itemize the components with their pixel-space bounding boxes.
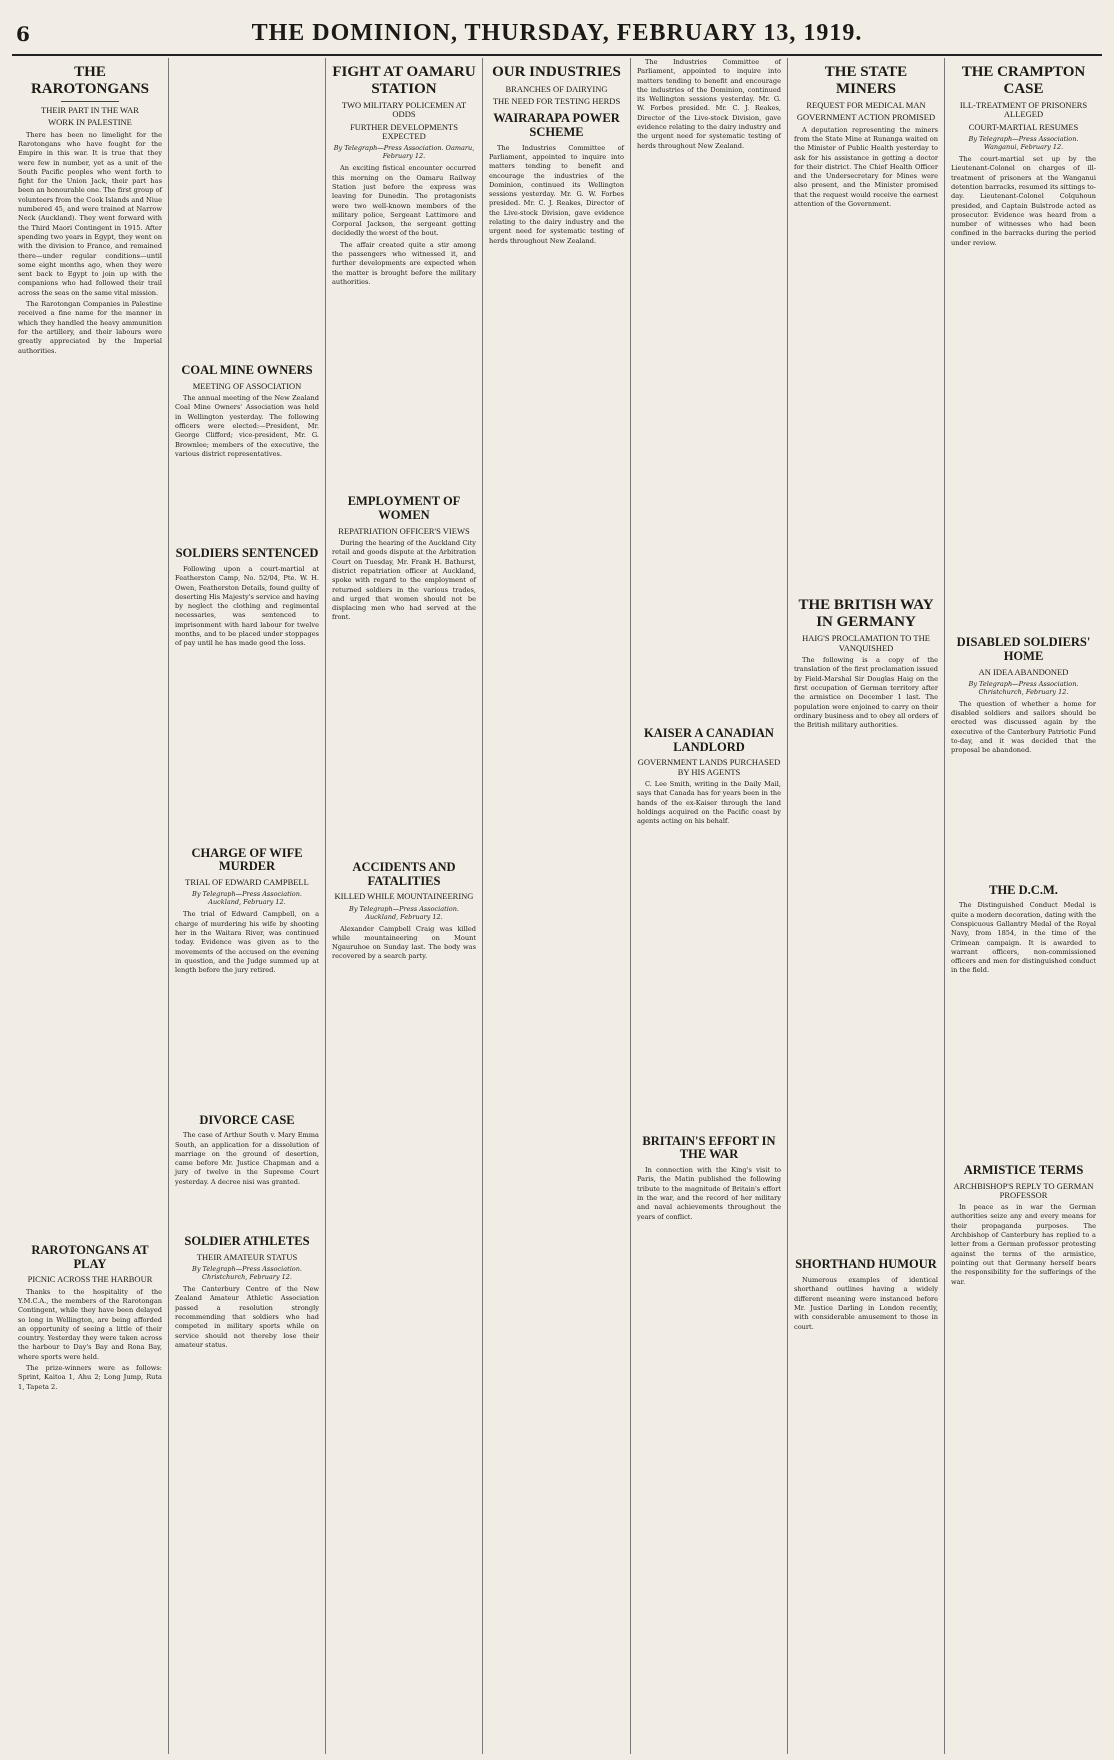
article-body bbox=[951, 155, 1096, 248]
paragraph: Numerous examples of identical shorthand outlines having a widely different meaning were instanced before Mr. Justice Darling in London recently, with considerable amusement to those in court. bbox=[794, 1276, 938, 1331]
subheadline: COURT-MARTIAL RESUMES bbox=[968, 121, 1079, 132]
article-body bbox=[951, 1203, 1096, 1287]
headline: THE BRITISH WAY IN GERMANY bbox=[798, 597, 934, 630]
filler bbox=[175, 1189, 319, 1229]
headline: DIVORCE CASE bbox=[199, 1112, 295, 1127]
article-body bbox=[637, 1166, 781, 1222]
paragraph: In connection with the King's visit to Paris, the Matin published the following tribute to the magnitude of Britain's effort in the war, and the record of her military and naval achievements throughout the years of conflict. bbox=[637, 1166, 781, 1221]
article-body bbox=[175, 1285, 319, 1350]
subheadline: MEETING OF ASSOCIATION bbox=[192, 380, 302, 391]
filler bbox=[175, 461, 319, 541]
byline: By Telegraph—Press Association. Christchurch, February 12. bbox=[192, 1265, 302, 1282]
paragraph: C. Lee Smith, writing in the Daily Mail, says that Canada has for years been in the hands of the ex-Kaiser through the land holdings acquired on the Pacific coast by agents acting on his behalf. bbox=[637, 780, 781, 826]
filler bbox=[637, 161, 781, 721]
headline: THE CRAMPTON CASE bbox=[961, 64, 1086, 97]
headline: SHORTHAND HUMOUR bbox=[795, 1257, 937, 1272]
paragraph: Thanks to the hospitality of the Y.M.C.A., the members of the Rarotongan Contingent, while they have been delayed so long in Wellington, are being afforded an opportunity of seeing a little of their country. Yesterday they were taken across the harbour to Day's Bay and Rona Bay, where sports were held. bbox=[18, 1287, 162, 1361]
filler bbox=[951, 250, 1096, 630]
subheadline: AN IDEA ABANDONED bbox=[978, 666, 1069, 677]
subheadline: FURTHER DEVELOPMENTS EXPECTED bbox=[350, 121, 458, 142]
paragraph: The question of whether a home for disabled soldiers and sailors should be erected was discussed again by the executive of the Canterbury Patriotic Fund to-day, and it was decided that the proposal be abandoned. bbox=[951, 699, 1096, 755]
paragraph: The trial of Edward Campbell, on a charge of murdering his wife by shooting her in the Waitara River, was continued today. Evidence was given as to the movements of the accused on the evening in question, and the Judge summed up at length before the jury retired. bbox=[175, 910, 319, 975]
subheadline: WORK IN PALESTINE bbox=[48, 117, 132, 128]
headline: THE RAROTONGANS bbox=[30, 64, 150, 97]
filler bbox=[332, 289, 476, 489]
paragraph: The Rarotongan Companies in Palestine received a fine name for the manner in which they handled the heavy ammunition for the artillery, and their labours were greatly appreciated by the Imperial authorities. bbox=[18, 300, 162, 355]
headline: BRITAIN'S EFFORT IN THE WAR bbox=[642, 1133, 776, 1162]
headline: SOLDIER ATHLETES bbox=[184, 1234, 310, 1249]
article-body bbox=[951, 700, 1096, 756]
article-body bbox=[489, 144, 624, 246]
paragraph: Alexander Campbell Craig was killed while mountaineering on Mount Ngauruhoe on Sunday last. The body was recovered by a search party. bbox=[332, 924, 476, 961]
byline: By Telegraph—Press Association. Wanganui, February 12. bbox=[968, 135, 1079, 152]
filler bbox=[794, 732, 938, 1252]
subheadline: TWO MILITARY POLICEMEN AT ODDS bbox=[341, 100, 467, 120]
subheadline: REQUEST FOR MEDICAL MAN bbox=[806, 100, 926, 110]
headline: ACCIDENTS AND FATALITIES bbox=[352, 859, 456, 888]
article-body bbox=[794, 126, 938, 210]
paragraph: The annual meeting of the New Zealand Coal Mine Owners' Association was held in Wellington yesterday. The following officers were elected:—President, Mr. George Clifford; vice-president, Mr. G. Brownlee; members of the executive, the various district representatives. bbox=[175, 394, 319, 458]
column-7 bbox=[945, 58, 1102, 1754]
subheadline: HAIG'S PROCLAMATION TO THE VANQUISHED bbox=[802, 633, 930, 653]
filler bbox=[637, 829, 781, 1129]
filler bbox=[951, 758, 1096, 878]
paragraph: The Industries Committee of Parliament, appointed to inquire into matters tending to benefit and encourage the industries of the Dominion, continued its Wellington sessions yesterday. Mr. G. W. Forbes presided. Mr. C. J. Reakes, Director of the Live-stock Division, gave evidence relating to the dairy industry and the urgent need for systematic testing of herds throughout New Zealand. bbox=[489, 143, 624, 245]
subheadline: THEIR PART IN THE WAR bbox=[41, 105, 139, 115]
article-body bbox=[18, 1288, 162, 1392]
paragraph: The court-martial set up by the Lieutenant-Colonel on charges of ill-treatment of prisoners at the Wanganui detention barracks, resumed its sittings to-day. Lieutenant-Colonel Colquhoun presided, and Captain Bulstrode acted as prosecutor. Evidence was heard from a number of witnesses who had been confined in the barracks during the period under review. bbox=[951, 155, 1096, 247]
byline: By Telegraph—Press Association. Auckland, February 12. bbox=[192, 890, 302, 907]
headline: ARMISTICE TERMS bbox=[963, 1162, 1084, 1177]
article-body bbox=[951, 901, 1096, 975]
subheadline: ARCHBISHOP'S REPLY TO GERMAN PROFESSOR bbox=[953, 1180, 1094, 1200]
article-body bbox=[332, 164, 476, 287]
article-body bbox=[637, 58, 781, 151]
subheadline: KILLED WHILE MOUNTAINEERING bbox=[334, 891, 474, 902]
filler bbox=[175, 651, 319, 841]
headline: KAISER A CANADIAN LANDLORD bbox=[644, 725, 774, 754]
byline: By Telegraph—Press Association. Auckland, February 12. bbox=[349, 904, 459, 921]
paragraph: Following upon a court-martial at Featherston Camp, No. 52/04, Pte. W. H. Owen, Featherston Details, found guilty of deserting His Majesty's service and having by neglect the clothing and regimental necessaries, was sentenced to imprisonment with hard labour for twelve months, and to be placed under stoppages of pay until he has made good the loss. bbox=[175, 564, 319, 648]
article-body bbox=[332, 925, 476, 962]
subheadline: TRIAL OF EDWARD CAMPBELL bbox=[185, 877, 309, 888]
headline: FIGHT AT OAMARU STATION bbox=[332, 64, 476, 97]
subheadline: GOVERNMENT LANDS PURCHASED BY HIS AGENTS bbox=[637, 757, 781, 777]
column-6 bbox=[788, 58, 945, 1754]
filler bbox=[332, 625, 476, 855]
paragraph: An exciting fistical encounter occurred this morning on the Oamaru Railway Station just before the express was leaving for Dunedin. The protagonists were two well-known members of the military police, Sergeant Lattimore and Corporal Jackson, the sergeant getting decidedly the worst of the bout. bbox=[332, 164, 476, 238]
column-1 bbox=[12, 58, 169, 1754]
byline: By Telegraph—Press Association. Oamaru, February 12. bbox=[333, 144, 475, 161]
paragraph: The Industries Committee of Parliament, appointed to inquire into matters tending to benefit and encourage the industries of the Dominion, continued its Wellington sessions yesterday. Mr. G. W. Forbes presided. Mr. C. J. Reakes, Director of the Live-stock Division, gave evidence relating to the dairy industry and the urgent need for systematic testing of herds throughout New Zealand. bbox=[637, 58, 781, 150]
column-4 bbox=[483, 58, 631, 1754]
headline: SOLDIERS SENTENCED bbox=[175, 546, 319, 561]
paragraph: The case of Arthur South v. Mary Emma South, an application for a dissolution of marriage on the ground of desertion, came before Mr. Justice Chapman and a jury of twelve in the Supreme Court yesterday. A decree nisi was granted. bbox=[175, 1131, 319, 1186]
article-body bbox=[794, 1276, 938, 1332]
paragraph: In peace as in war the German authorities seize any and every means for their propaganda purposes. The Archbishop of Canterbury has replied to a letter from a German professor protesting against the terms of the armistice, pointing out that Germany herself bears the responsibility for the sufferings of the war. bbox=[951, 1203, 1096, 1286]
paragraph: There has been no limelight for the Rarotongans who have fought for the Empire in this war. It is true that they were few in number, yet as a unit of the South Pacific peoples who went forth to fight for the Union Jack, their part has been an honourable one. The first group of volunteers from the Cook Islands and Niue numbered 45, and were trained at Narrow Neck (Auckland). They went forward with the Third Maori Contingent in 1915. After spending two years in Egypt, they went on with the division to France, and remained there—under regular conditions—until some eight months ago, when they were sent back to Egypt to join up with the companions who had followed their trail across the seas on the same vital mission. bbox=[18, 130, 162, 297]
paragraph: The Canterbury Centre of the New Zealand Amateur Athletic Association passed a resolution strongly recommending that soldiers who had competed in military sports while on service should not thereby lose their amateur status. bbox=[175, 1285, 319, 1349]
headline: RAROTONGANS AT PLAY bbox=[31, 1242, 149, 1271]
article-body bbox=[332, 539, 476, 623]
columns bbox=[12, 58, 1102, 1754]
paragraph: The affair created quite a stir among the passengers who witnessed it, and further developments are expected when the matter is brought before the military authorities. bbox=[332, 240, 476, 286]
headline: OUR INDUSTRIES bbox=[492, 64, 621, 80]
newspaper-title: THE DOMINION, THURSDAY, FEBRUARY 13, 1919. bbox=[251, 20, 863, 46]
article-body bbox=[175, 394, 319, 459]
headline: EMPLOYMENT OF WOMEN bbox=[347, 494, 461, 522]
subheadline: ILL-TREATMENT OF PRISONERS ALLEGED bbox=[959, 100, 1088, 120]
page-number: 6 bbox=[16, 22, 30, 46]
headline: DISABLED SOLDIERS' HOME bbox=[956, 635, 1091, 663]
column-3 bbox=[326, 58, 483, 1754]
filler bbox=[175, 978, 319, 1108]
headline: COAL MINE OWNERS bbox=[181, 363, 313, 377]
article-body bbox=[175, 910, 319, 975]
column-5 bbox=[631, 58, 788, 1754]
paragraph: The prize-winners were as follows: Sprint, Kaitoa 1, Ahu 2; Long Jump, Ruta 1, Tapeta 2. bbox=[18, 1364, 162, 1391]
column-2 bbox=[169, 58, 326, 1754]
byline: By Telegraph—Press Association. Christchurch, February 12. bbox=[968, 679, 1079, 696]
subheadline: GOVERNMENT ACTION PROMISED bbox=[796, 112, 936, 123]
subheadline: REPATRIATION OFFICER'S VIEWS bbox=[338, 525, 470, 536]
paragraph: The Distinguished Conduct Medal is quite a modern decoration, dating with the Conspicuous Gallantry Medal of the Royal Navy, from 1854, in the time of the Crimean campaign. It is awarded to warrant officers, non-commissioned officers and men for distinguished conduct in the field. bbox=[951, 901, 1096, 975]
subheadline: WAIRARAPA POWER SCHEME bbox=[493, 111, 620, 139]
subheadline: BRANCHES OF DAIRYING bbox=[505, 83, 608, 94]
divider bbox=[61, 101, 119, 102]
subheadline: THEIR AMATEUR STATUS bbox=[196, 1251, 298, 1262]
paragraph: During the hearing of the Auckland City retail and goods dispute at the Arbitration Court on Tuesday, Mr. Frank H. Bathurst, district repatriation officer at Auckland, spoke with regard to the employment of returned soldiers in the various trades, and urged that women should not be displacing men who had served at the front. bbox=[332, 539, 476, 622]
article-body bbox=[637, 780, 781, 826]
subheadline: THE NEED FOR TESTING HERDS bbox=[492, 95, 621, 106]
article-body bbox=[794, 656, 938, 730]
filler bbox=[175, 58, 319, 358]
filler bbox=[951, 978, 1096, 1158]
paragraph: A deputation representing the miners from the State Mine at Runanga waited on the Minister of Public Health yesterday to ask for his assistance in getting a doctor for their district. The Chief Health Officer and the Undersecretary for Mines were also present, and the Minister promised that the request would receive the earnest attention of the Government. bbox=[794, 125, 938, 209]
filler bbox=[794, 211, 938, 591]
filler bbox=[18, 358, 162, 1238]
paragraph: The following is a copy of the translation of the first proclamation issued by Field-Marshal Sir Douglas Haig on the first occupation of German territory after the armistice on December 1 last. The population were enjoined to carry on their ordinary business and to obey all orders of the British military authorities. bbox=[794, 656, 938, 730]
article-body bbox=[18, 131, 162, 356]
article-body bbox=[175, 565, 319, 649]
subheadline: PICNIC ACROSS THE HARBOUR bbox=[27, 1274, 153, 1285]
article-body bbox=[175, 1131, 319, 1187]
headline: CHARGE OF WIFE MURDER bbox=[191, 845, 303, 874]
headline: THE STATE MINERS bbox=[824, 64, 908, 97]
masthead bbox=[12, 20, 1102, 56]
headline: THE D.C.M. bbox=[989, 882, 1058, 897]
